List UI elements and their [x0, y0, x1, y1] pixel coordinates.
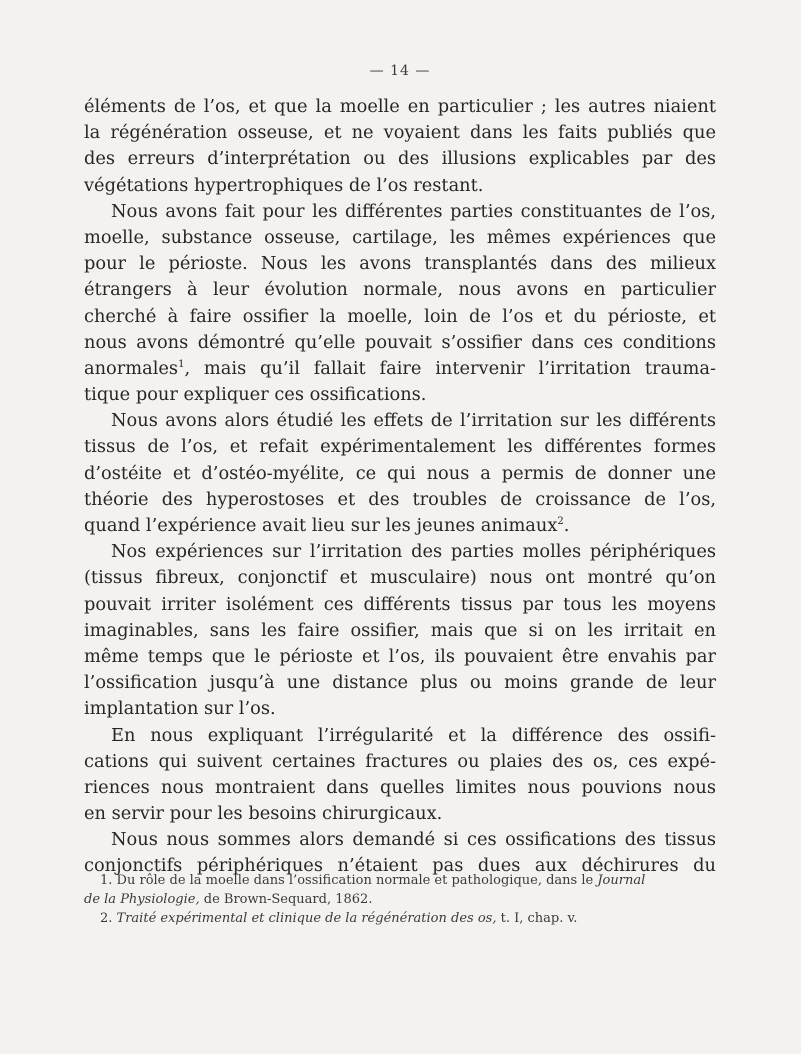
footnote-ref-1: 1 [178, 358, 185, 370]
footnote-book-title: Traité expérimental et clinique de la régénération des os, [116, 911, 497, 926]
text-line: tissus de l’os, et refait expérimentalement les différentes formes [84, 436, 716, 458]
text-line: cherché à faire ossifier la moelle, loin de l’os et du périoste, et [84, 305, 716, 327]
footnote-marker: 2. [100, 911, 113, 926]
text-line: imaginables, sans les faire ossifier, mais que si on les irritait en [84, 619, 716, 641]
footnote-ref-2: 2 [557, 516, 564, 528]
text-line: d’ostéite et d’ostéo-myélite, ce qui nous a permis de donner une [84, 462, 716, 484]
text-fragment: quand l’expérience avait lieu sur les jeunes animaux [84, 515, 558, 536]
footnote-text: de Brown-Sequard, 1862. [203, 892, 373, 907]
text-line: riences nous montraient dans quelles limites nous pouvions nous [84, 776, 716, 798]
text-line: conjonctifs périphériques n’étaient pas dues aux déchirures du [84, 855, 716, 877]
text-line: cations qui suivent certaines fractures ou plaies des os, ces expé- [84, 750, 716, 772]
text-line: même temps que le périoste et l’os, ils pouvaient être envahis par [84, 645, 716, 667]
footnote-journal-title: Journal [597, 873, 646, 888]
footnote-marker: 1. [100, 873, 113, 888]
text-line: nous avons démontré qu’elle pouvait s’ossifier dans ces conditions [84, 331, 716, 353]
text-fragment: anormales [84, 357, 179, 379]
text-line: quand l’expérience avait lieu sur les jeunes animaux$^2$. [84, 515, 570, 536]
footnote-1 [84, 871, 716, 890]
text-line: tique pour expliquer ces ossifications. [84, 384, 427, 406]
footnotes [84, 871, 716, 928]
body-text [84, 94, 716, 880]
text-line: végétations hypertrophiques de l’os restant. [84, 174, 484, 196]
footnote-2 [84, 909, 716, 928]
text-line: (tissus fibreux, conjonctif et musculaire) nous ont montré qu’on [84, 567, 716, 589]
page-number: — 14 — [369, 63, 431, 79]
text-line: anormales$^1$, mais qu’il fallait faire intervenir l’irritation trauma- [84, 357, 716, 379]
footnote-text: t. I, chap. v. [500, 911, 578, 926]
text-line: Nos expériences sur l’irritation des parties molles périphériques [111, 541, 716, 563]
text-line: moelle, substance osseuse, cartilage, les mêmes expériences que [84, 226, 716, 248]
text-line: étrangers à leur évolution normale, nous avons en particulier [84, 279, 716, 301]
text-line: implantation sur l’os. [84, 698, 276, 720]
text-line: des erreurs d’interprétation ou des illusions explicables par des [84, 148, 716, 170]
footnote-text: Du rôle de la moelle dans l’ossification normale et pathologique, dans le [116, 873, 594, 888]
text-line: En nous expliquant l’irrégularité et la différence des ossifi- [111, 724, 716, 746]
text-line: éléments de l’os, et que la moelle en particulier ; les autres niaient [84, 96, 716, 117]
text-line: Nous avons alors étudié les effets de l’irritation sur les différents [111, 410, 716, 432]
text-line: en servir pour les besoins chirurgicaux. [84, 803, 443, 825]
text-fragment: mais qu’il fallait faire intervenir l’irritation trauma- [203, 357, 716, 379]
text-line: pour le périoste. Nous les avons transplantés dans des milieux [84, 253, 716, 275]
text-line: Nous avons fait pour les différentes parties constituantes de l’os, [111, 200, 716, 222]
text-line: Nous nous sommes alors demandé si ces ossifications des tissus [111, 829, 716, 851]
footnote-journal-title: de la Physiologie, [84, 892, 200, 907]
text-line: l’ossification jusqu’à une distance plus ou moins grande de leur [84, 672, 716, 694]
text-line: pouvait irriter isolément ces différents tissus par tous les moyens [84, 593, 716, 615]
text-line: théorie des hyperostoses et des troubles de croissance de l’os, [84, 488, 716, 510]
text-line: la régénération osseuse, et ne voyaient dans les faits publiés que [84, 122, 716, 144]
footnote-1-continued [84, 890, 716, 909]
